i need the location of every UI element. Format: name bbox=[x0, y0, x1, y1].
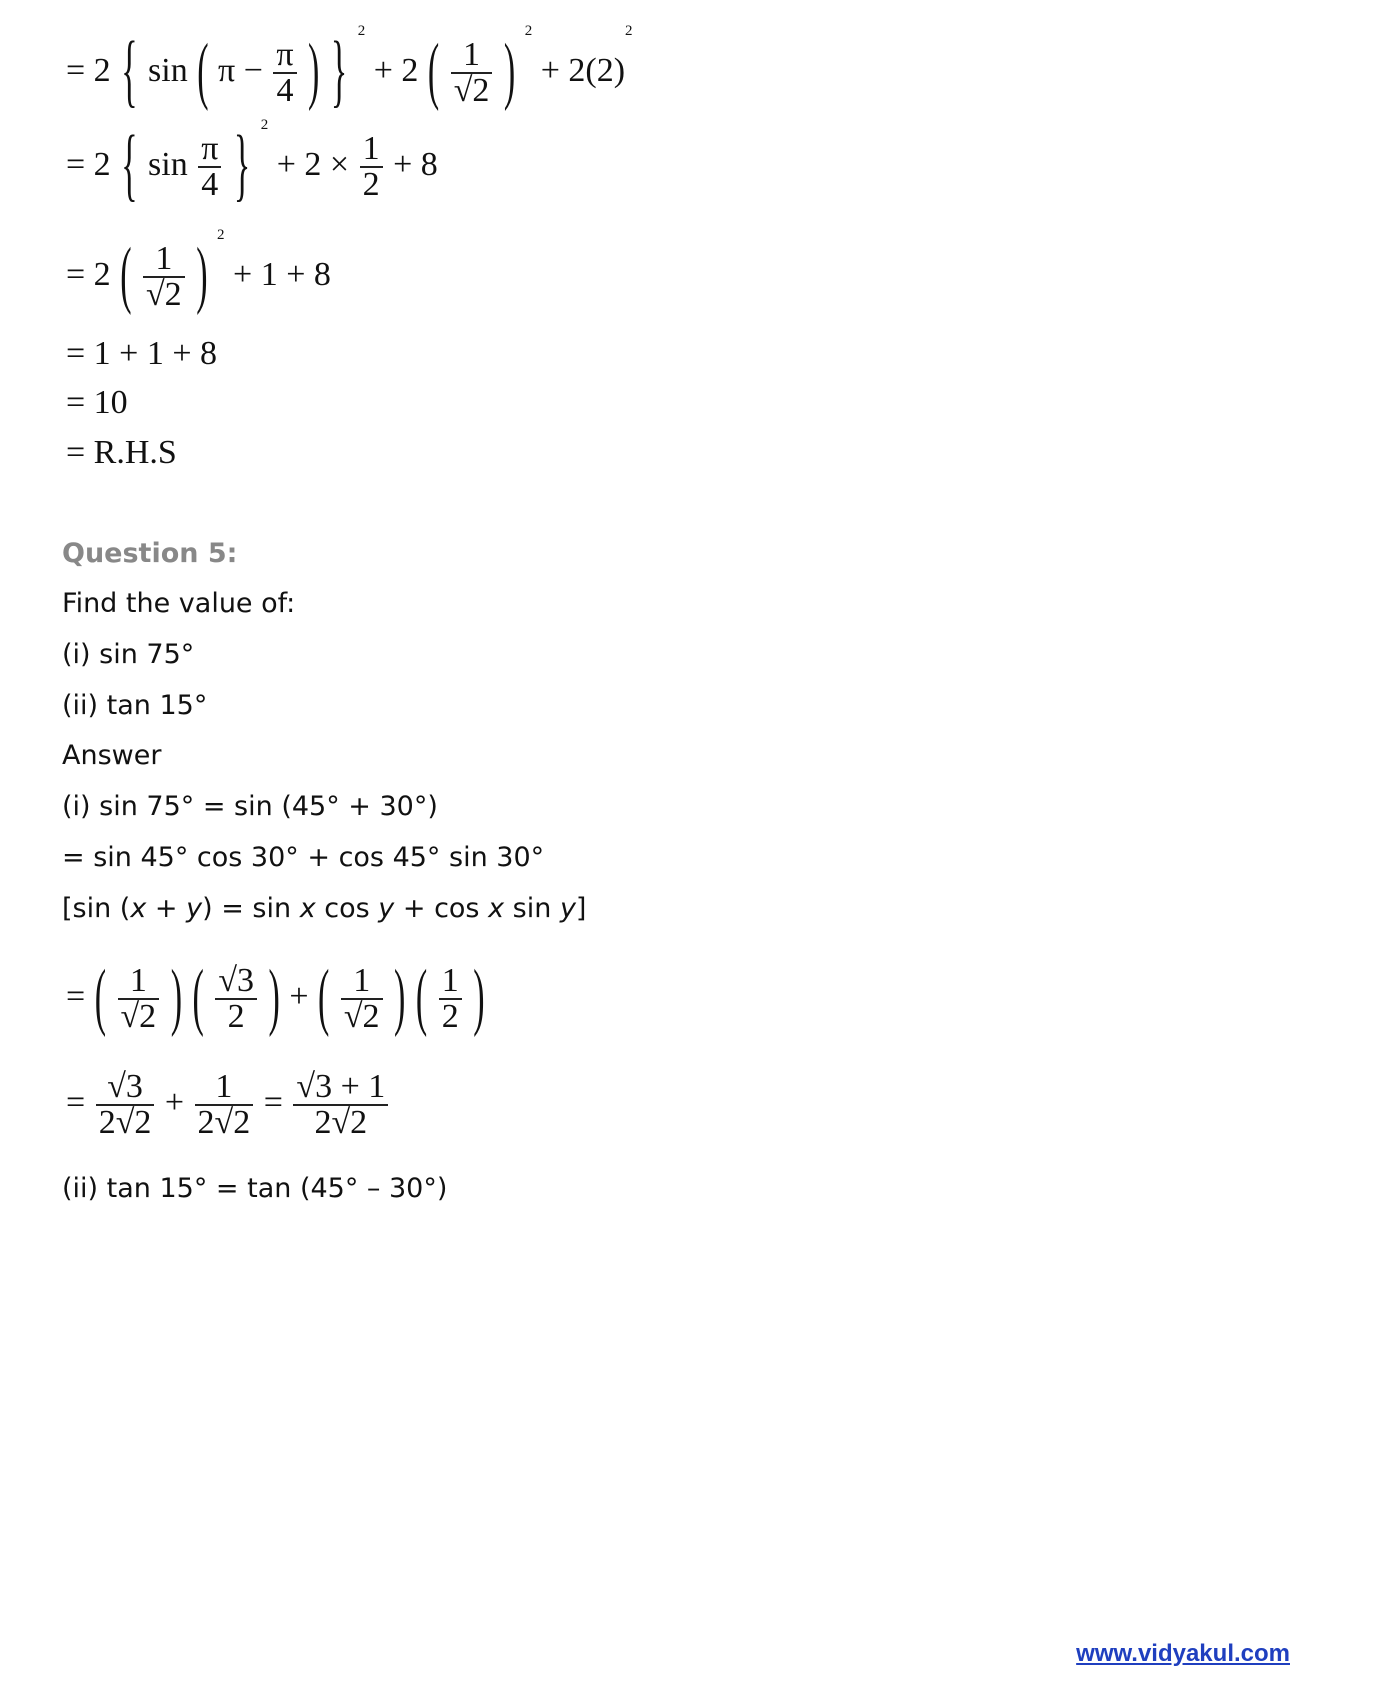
equals: = 2 bbox=[66, 145, 111, 183]
answer-line-3 bbox=[62, 893, 586, 924]
question-prompt: Find the value of: bbox=[62, 588, 296, 619]
frac-den: √2 bbox=[118, 998, 160, 1034]
tail-term: + 1 + 8 bbox=[233, 255, 331, 293]
math-line-1 bbox=[66, 18, 633, 117]
text-seg: ] bbox=[575, 893, 587, 924]
math-line-6: = R.H.S bbox=[66, 434, 177, 471]
tail-term: + 8 bbox=[393, 145, 438, 183]
equals: = bbox=[263, 1083, 283, 1121]
paren-close: ) bbox=[196, 235, 208, 317]
brace-close: } bbox=[233, 121, 251, 211]
frac-num: √3 bbox=[218, 962, 255, 999]
text-seg: [sin ( bbox=[62, 893, 131, 924]
paren-close: ) bbox=[268, 957, 280, 1039]
math-line-7 bbox=[66, 950, 485, 1045]
frac-den: 2√2 bbox=[195, 1104, 254, 1140]
text-seg: sin bbox=[504, 893, 560, 924]
plus-2: + 2 bbox=[373, 51, 419, 89]
paren-close: ) bbox=[503, 31, 516, 113]
answer-line-4: (ii) tan 15° = tan (45° – 30°) bbox=[62, 1173, 448, 1204]
paren-open: ( bbox=[94, 957, 107, 1039]
paren-open: ( bbox=[120, 235, 132, 317]
frac-den: 2 bbox=[360, 166, 383, 202]
var-y: y bbox=[559, 893, 576, 924]
exponent: 2 bbox=[217, 227, 225, 243]
frac-den: √2 bbox=[451, 72, 493, 108]
var-y: y bbox=[378, 893, 395, 924]
sin-text: sin bbox=[148, 51, 188, 89]
question-part-1: (i) sin 75° bbox=[62, 639, 195, 670]
frac-num: π bbox=[276, 36, 294, 73]
text-seg: + bbox=[146, 893, 187, 924]
math-line-5: = 10 bbox=[66, 384, 128, 421]
equals: = 2 bbox=[66, 255, 111, 293]
plus-2-times: + 2 × bbox=[276, 145, 350, 183]
paren-open: ( bbox=[192, 957, 204, 1039]
question-heading: Question 5: bbox=[62, 538, 238, 569]
frac-num: 1 bbox=[463, 36, 481, 73]
frac-den: 4 bbox=[273, 72, 296, 108]
paren-close: ) bbox=[473, 957, 485, 1039]
exponent: 2 bbox=[625, 23, 633, 39]
frac-num: 1 bbox=[353, 962, 371, 999]
paren-close: ) bbox=[394, 957, 406, 1039]
tail-term: + 2(2) bbox=[540, 51, 626, 89]
frac-num: √3 + 1 bbox=[296, 1068, 386, 1105]
paren-close: ) bbox=[308, 31, 320, 113]
plus: + bbox=[289, 977, 309, 1015]
math-line-4: = 1 + 1 + 8 bbox=[66, 335, 218, 372]
frac-den: 2√2 bbox=[96, 1104, 155, 1140]
answer-line-2: = sin 45° cos 30° + cos 45° sin 30° bbox=[62, 842, 545, 873]
exponent: 2 bbox=[357, 23, 366, 39]
frac-den: 2 bbox=[215, 998, 257, 1034]
brace-open: { bbox=[121, 27, 138, 117]
equals: = 2 bbox=[66, 51, 111, 89]
text-seg: cos bbox=[315, 893, 379, 924]
brace-close: } bbox=[330, 27, 348, 117]
frac-num: 1 bbox=[441, 962, 459, 999]
math-line-3 bbox=[66, 228, 386, 318]
var-x: x bbox=[299, 893, 316, 924]
frac-den: √2 bbox=[143, 276, 185, 312]
answer-label: Answer bbox=[62, 740, 162, 771]
fraction-1-2sqrt2 bbox=[195, 1070, 254, 1140]
exponent: 2 bbox=[260, 117, 269, 133]
fraction-pi-4 bbox=[198, 132, 221, 202]
plus: + bbox=[164, 1083, 185, 1121]
question-part-2: (ii) tan 15° bbox=[62, 690, 208, 721]
brace-open: { bbox=[121, 121, 138, 211]
var-x: x bbox=[488, 893, 505, 924]
equals: = bbox=[66, 1083, 86, 1121]
text-seg: + cos bbox=[394, 893, 489, 924]
frac-den: 2 bbox=[439, 998, 462, 1034]
pi-minus: π − bbox=[218, 51, 263, 89]
fraction-1-sqrt2 bbox=[118, 964, 160, 1034]
fraction-1-sqrt2 bbox=[341, 964, 383, 1034]
paren-open: ( bbox=[318, 957, 330, 1039]
math-line-8 bbox=[66, 1060, 426, 1155]
fraction-result bbox=[293, 1070, 388, 1140]
sin-text: sin bbox=[148, 145, 188, 183]
fraction-sqrt3-2 bbox=[215, 964, 257, 1034]
frac-num: 1 bbox=[129, 962, 147, 999]
text-seg: ) = sin bbox=[202, 893, 300, 924]
answer-line-1: (i) sin 75° = sin (45° + 30°) bbox=[62, 791, 438, 822]
frac-num: 1 bbox=[362, 130, 380, 167]
fraction-1-2 bbox=[439, 964, 462, 1034]
frac-den: 4 bbox=[198, 166, 221, 202]
paren-open: ( bbox=[427, 31, 440, 113]
frac-den: √2 bbox=[341, 998, 383, 1034]
math-line-2 bbox=[66, 117, 486, 211]
fraction-sqrt3-2sqrt2 bbox=[96, 1070, 155, 1140]
frac-num: π bbox=[201, 130, 219, 167]
equals: = bbox=[66, 977, 86, 1015]
fraction-1-2 bbox=[360, 132, 383, 202]
var-x: x bbox=[130, 893, 147, 924]
paren-close: ) bbox=[170, 957, 183, 1039]
fraction-pi-4 bbox=[273, 38, 296, 108]
exponent: 2 bbox=[524, 23, 533, 39]
paren-open: ( bbox=[197, 31, 209, 113]
frac-num: 1 bbox=[155, 240, 173, 277]
fraction-1-sqrt2 bbox=[451, 38, 493, 108]
paren-open: ( bbox=[415, 957, 428, 1039]
var-y: y bbox=[186, 893, 203, 924]
frac-num: 1 bbox=[215, 1068, 233, 1105]
footer-website-link[interactable]: www.vidyakul.com bbox=[1076, 1640, 1290, 1667]
fraction-1-sqrt2 bbox=[143, 242, 185, 312]
frac-num: √3 bbox=[107, 1068, 143, 1105]
frac-den: 2√2 bbox=[293, 1104, 388, 1140]
